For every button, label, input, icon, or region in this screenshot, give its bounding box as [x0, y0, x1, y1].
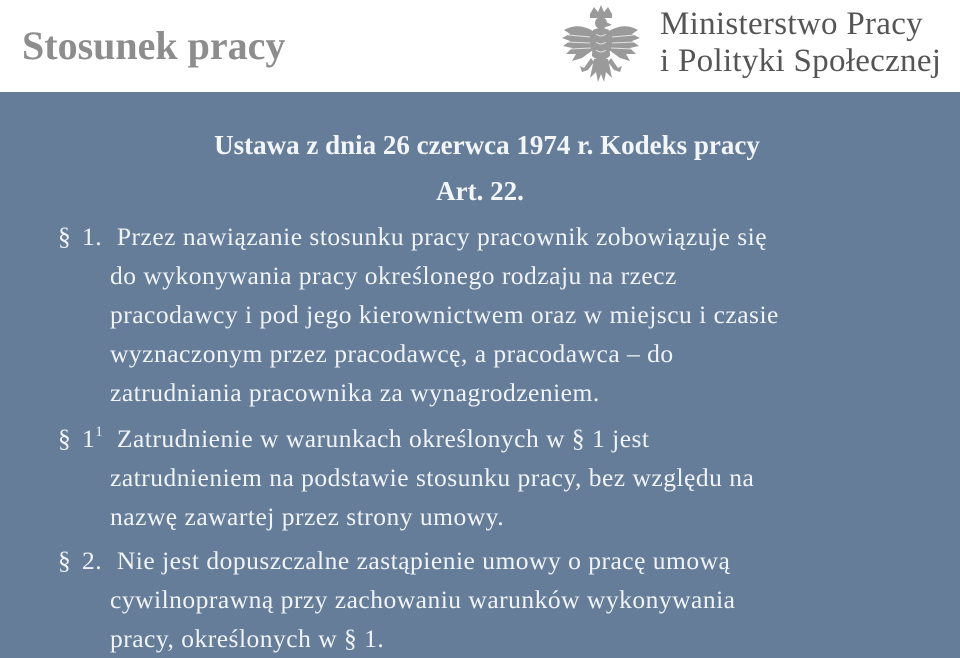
paragraph-2	[58, 541, 938, 658]
paragraph-text: Zatrudnienie w warunkach określonych w	[116, 424, 565, 453]
section-symbol: §	[571, 424, 586, 453]
paragraph-2-line	[58, 619, 938, 658]
paragraph-1-line: do wykonywania pracy określonego rodzaju na rzecz	[110, 261, 677, 290]
paragraph-1	[58, 217, 938, 412]
section-reference: 1 jest	[591, 424, 650, 453]
paragraph-1-1	[58, 419, 938, 536]
section-symbol: §	[58, 546, 72, 575]
section-symbol: §	[58, 424, 72, 453]
section-symbol: §	[344, 624, 358, 653]
paragraph-2-line	[58, 541, 938, 580]
header-bar	[0, 0, 960, 92]
paragraph-1-1-line: zatrudnieniem na podstawie stosunku pracy, bez względu na	[110, 463, 755, 492]
slide-title: Stosunek pracy	[22, 23, 286, 68]
paragraph-number	[82, 419, 110, 458]
ministry-line-1: Ministerstwo Pracy	[660, 6, 923, 42]
paragraph-1-1-line	[58, 419, 938, 458]
paragraph-2-line: cywilnoprawną przy zachowaniu warunków wykonywania	[110, 585, 736, 614]
paragraph-number-base: 1	[82, 424, 96, 453]
section-reference: 1.	[364, 624, 385, 653]
paragraph-1-line: wyznaczonym przez pracodawcę, a pracodawca – do	[110, 339, 674, 368]
paragraph-text: Nie jest dopuszczalne zastąpienie umowy o pracę umową	[116, 546, 731, 575]
ministry-line-2: i Polityki Społecznej	[660, 43, 942, 79]
paragraph-1-line: pracodawcy i pod jego kierownictwem oraz w miejscu i czasie	[110, 300, 779, 329]
paragraph-text: pracy, określonych w	[110, 624, 338, 653]
paragraph-1-line	[58, 217, 938, 256]
ministry-logo-text	[660, 6, 941, 80]
section-symbol: §	[58, 222, 72, 251]
article-number: Art. 22.	[436, 176, 524, 206]
paragraph-superscript: 1	[95, 424, 104, 440]
paragraph-number: 2.	[82, 546, 103, 575]
act-title: Ustawa z dnia 26 czerwca 1974 r. Kodeks pracy	[214, 130, 760, 160]
paragraph-1-line: zatrudniania pracownika za wynagrodzeniem.	[110, 378, 600, 407]
polish-eagle-icon	[560, 4, 642, 90]
paragraph-number: 1.	[82, 222, 103, 251]
paragraph-text: Przez nawiązanie stosunku pracy pracownik zobowiązuje się	[116, 222, 768, 251]
paragraph-1-1-line: nazwę zawartej przez strony umowy.	[110, 502, 505, 531]
